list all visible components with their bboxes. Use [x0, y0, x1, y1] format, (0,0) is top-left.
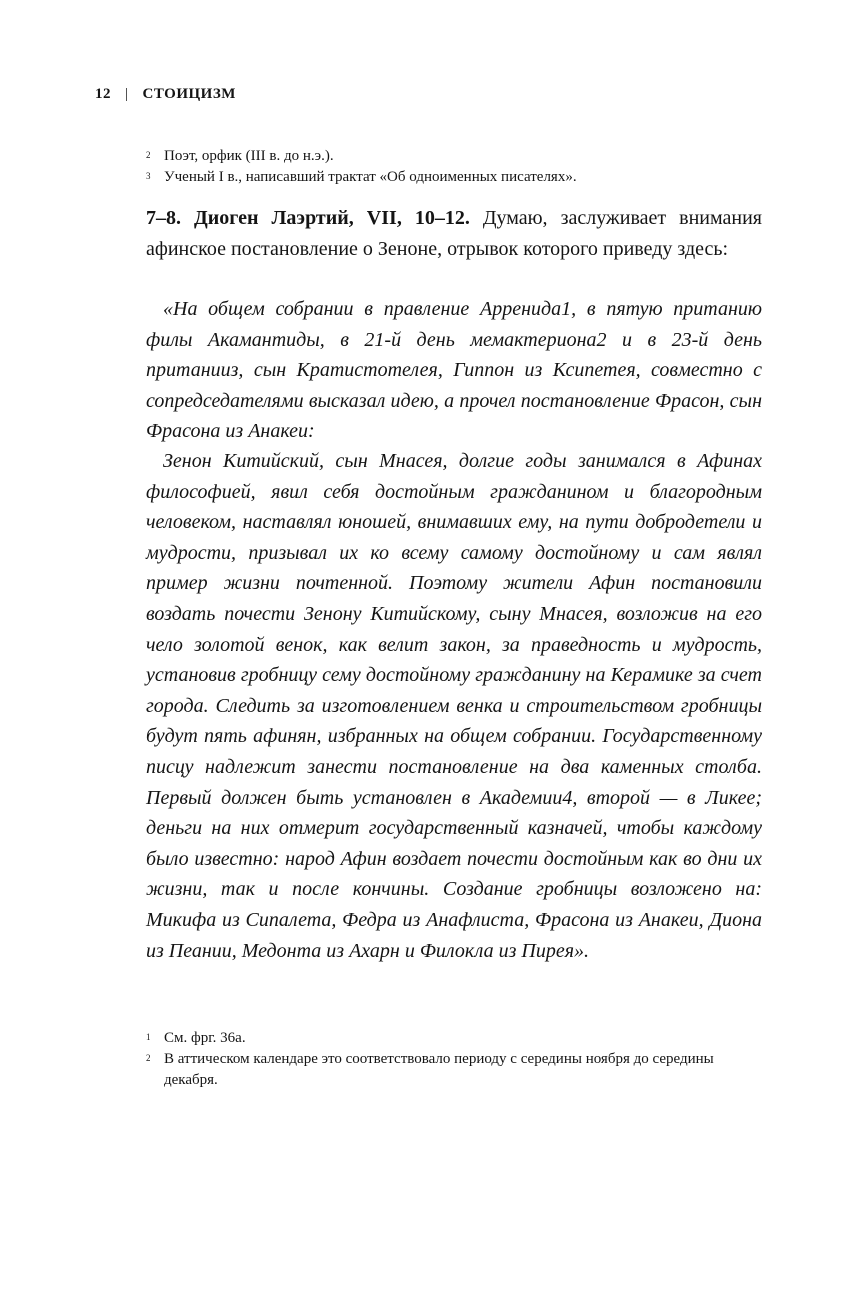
section-heading: 7–8. Диоген Лаэртий, VII, 10–12. — [146, 207, 470, 229]
footnote-text: Ученый I в., написавший трактат «Об одноименных писателях». — [164, 169, 577, 185]
footnote-text: В аттическом календаре это соответствовало периоду с середины ноября до середины декабря. — [164, 1051, 714, 1088]
header-separator: | — [125, 86, 129, 102]
footnote-bottom-1 — [146, 1028, 246, 1049]
quote-paragraph-2: Зенон Китийский, сын Мнасея, долгие годы занимался в Афинах философией, явил себя достойным гражданином и благородным человеком, наставлял юношей, внимавших ему, на пути добродетели и мудрости, призывал их ко всему самому достойному и сам являл пример жизни почтенной. Поэтому жители Афин постановили воздать почести Зенону Китийскому, сыну Мнасея, возложив на его чело золотой венок, как велит закон, за праведность и мудрость, установив гробницу сему достойному гражданину на Керамике за счет города. Следить за изготовлением венка и строительством гробницы будут пять афинян, избранных на общем собрании. Государственному писцу надлежит занести постановление на два каменных столба. Первый должен быть установлен в Академии4, второй — в Ликее; деньги на них отмерит государственный казначей, чтобы каждому было известно: народ Афин воздает почести достойным как во дни их жизни, так и после кончины. Создание гробницы возложено на: Микифа из Сипалета, Федра из Анафлиста, Фрасона из Анакеи, Диона из Пеании, Медонта из Ахарн и Филокла из Пирея». — [146, 450, 762, 962]
footnote-bottom-2 — [146, 1049, 766, 1091]
section-intro: Думаю, заслуживает внимания афинское постановление о Зеноне, отрывок которого приведу здесь: — [146, 207, 762, 260]
footnote-text: Поэт, орфик (III в. до н.э.). — [164, 148, 334, 164]
footnote-text: См. фрг. 36а. — [164, 1030, 246, 1046]
page-number: 12 — [95, 86, 111, 102]
footnote-mark: 2 — [146, 1053, 151, 1063]
footnote-top-2 — [146, 146, 334, 167]
running-title: СТОИЦИЗМ — [142, 86, 236, 102]
footnote-mark: 1 — [146, 1032, 151, 1042]
running-header — [95, 86, 236, 103]
section-intro-paragraph — [146, 203, 762, 264]
footnote-mark: 3 — [146, 171, 151, 181]
footnote-top-3 — [146, 167, 577, 188]
quote-paragraph-1: «На общем собрании в правление Арренида1, в пятую пританию филы Акамантиды, в 21-й день мемактериона2 и в 23-й день пританииз, сын Кратистотелея, Гиппон из Ксипетея, совместно с сопредседателями высказал идею, а прочел постановление Фрасон, сын Фрасона из Анакеи: — [146, 298, 762, 443]
footnote-mark: 2 — [146, 150, 151, 160]
